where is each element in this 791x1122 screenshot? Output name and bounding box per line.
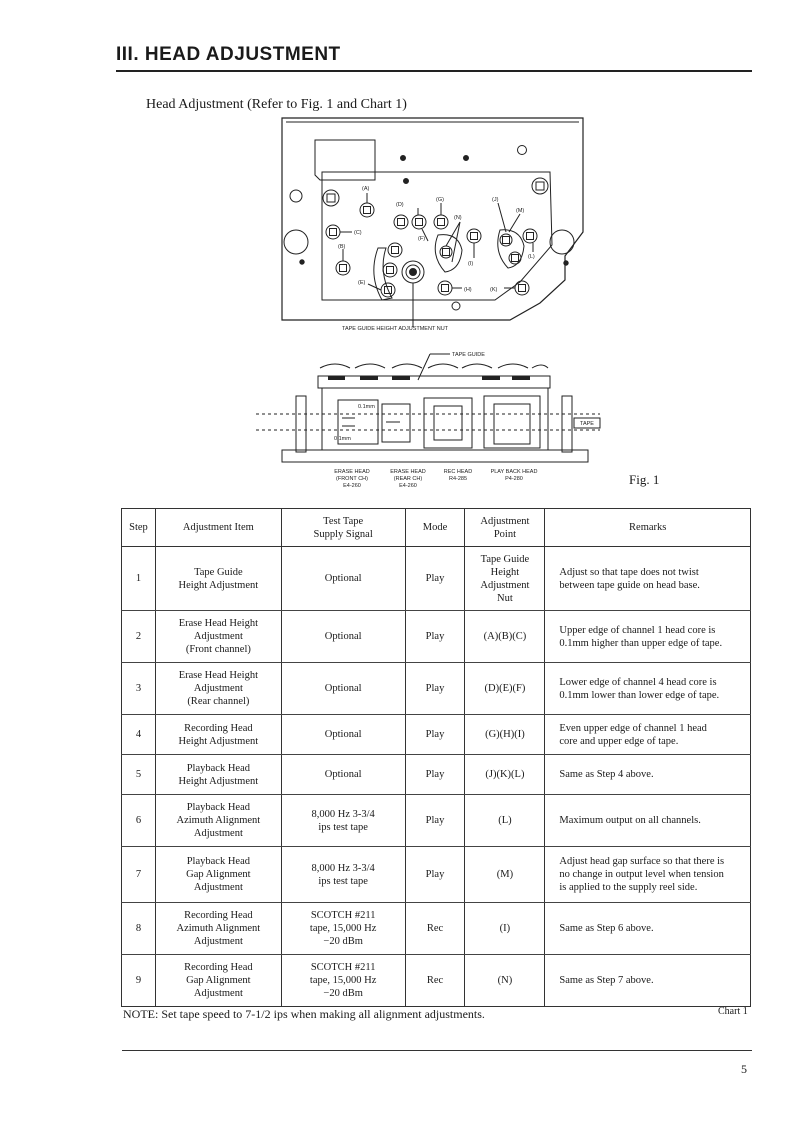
point-a-label: (A) [362,186,370,192]
cell-remarks: Adjust head gap surface so that there is no change in output level when tension is applied to the supply reel side. [545,847,751,903]
cell-item: Tape Guide Height Adjustment [155,547,281,611]
cell-signal: 8,000 Hz 3-3/4 ips test tape [281,847,405,903]
table-header-row [122,509,751,547]
cell-item: Playback Head Gap Alignment Adjustment [155,847,281,903]
point-f-label: (F) [418,236,426,242]
head-label-2-line2: (REAR CH) [393,476,423,482]
point-g-label: (G) [436,197,444,203]
cell-item: Playback Head Height Adjustment [155,755,281,795]
point-l-label: (L) [528,254,535,260]
cell-mode: Play [405,847,465,903]
column-header: Mode [405,509,465,547]
head-label-3-line2: R4-285 [448,476,468,482]
cell-remarks: Same as Step 6 above. [545,903,751,955]
cell-mode: Play [405,547,465,611]
cell-point: (L) [465,795,545,847]
cell-signal: Optional [281,663,405,715]
cell-signal: Optional [281,715,405,755]
table-row [122,795,751,847]
cell-remarks: Same as Step 7 above. [545,955,751,1007]
cell-mode: Play [405,663,465,715]
column-header: Test Tape Supply Signal [281,509,405,547]
point-j-label: (J) [492,197,499,203]
cell-step: 9 [122,955,156,1007]
cell-item: Recording Head Azimuth Alignment Adjustment [155,903,281,955]
cell-mode: Play [405,715,465,755]
cell-mode: Play [405,611,465,663]
chart-label: Chart 1 [718,1006,748,1017]
head-label-1-line3: E4-260 [343,483,361,489]
table-row [122,611,751,663]
cell-step: 8 [122,903,156,955]
cell-item: Playback Head Azimuth Alignment Adjustment [155,795,281,847]
cell-signal: Optional [281,611,405,663]
head-label-4-line1: PLAY BACK HEAD [490,469,538,475]
cell-remarks: Adjust so that tape does not twist between tape guide on head base. [545,547,751,611]
head-label-1-line1: ERASE HEAD [334,469,370,475]
cell-point: (J)(K)(L) [465,755,545,795]
cell-point: (N) [465,955,545,1007]
cell-remarks: Lower edge of channel 4 head core is 0.1mm lower than lower edge of tape. [545,663,751,715]
head-label-3-line1: REC HEAD [443,469,473,475]
point-d-label: (D) [396,202,404,208]
point-n-label: (N) [454,215,462,221]
head-label-2-line3: E4-260 [399,483,417,489]
nut-label: TAPE GUIDE HEIGHT ADJUSTMENT NUT [342,326,449,332]
table-row [122,847,751,903]
table-row [122,715,751,755]
dimension-lower: 0.1mm [334,436,351,442]
table-row [122,955,751,1007]
cell-signal: 8,000 Hz 3-3/4 ips test tape [281,795,405,847]
footer-divider [122,1050,752,1051]
cell-remarks: Even upper edge of channel 1 head core and upper edge of tape. [545,715,751,755]
cell-step: 5 [122,755,156,795]
cell-remarks: Upper edge of channel 1 head core is 0.1mm higher than upper edge of tape. [545,611,751,663]
page-number: 5 [741,1062,747,1076]
table-row [122,547,751,611]
cell-signal: SCOTCH #211 tape, 15,000 Hz −20 dBm [281,903,405,955]
cell-signal: Optional [281,547,405,611]
cell-step: 6 [122,795,156,847]
cell-step: 3 [122,663,156,715]
cell-step: 7 [122,847,156,903]
cell-remarks: Same as Step 4 above. [545,755,751,795]
point-e-label: (E) [358,280,366,286]
tape-label: TAPE [580,421,594,427]
cell-signal: Optional [281,755,405,795]
adjustment-chart [121,508,751,1007]
column-header: Remarks [545,509,751,547]
point-k-label: (K) [490,287,498,293]
figure-subtitle: Head Adjustment (Refer to Fig. 1 and Chart 1) [146,97,407,112]
table-row [122,903,751,955]
section-title: III. HEAD ADJUSTMENT [116,44,341,65]
column-header: Step [122,509,156,547]
table-row [122,755,751,795]
dimension-upper: 0.1mm [358,404,375,410]
column-header: Adjustment Item [155,509,281,547]
cell-mode: Play [405,755,465,795]
point-i-label: (I) [468,261,474,267]
cell-point: (D)(E)(F) [465,663,545,715]
head-label-1-line2: (FRONT CH) [336,476,368,482]
cell-step: 1 [122,547,156,611]
cell-item: Recording Head Height Adjustment [155,715,281,755]
cell-point: (A)(B)(C) [465,611,545,663]
cell-point: (M) [465,847,545,903]
cell-item: Erase Head Height Adjustment (Rear channel) [155,663,281,715]
cell-point: (I) [465,903,545,955]
cell-step: 2 [122,611,156,663]
point-b-label: (B) [338,244,346,250]
table-body [122,547,751,1007]
cell-remarks: Maximum output on all channels. [545,795,751,847]
note-text: NOTE: Set tape speed to 7-1/2 ips when making all alignment adjustments. [123,1007,485,1021]
head-adjustment-diagram [0,0,791,500]
point-m-label: (M) [516,208,525,214]
cell-mode: Rec [405,955,465,1007]
cell-mode: Rec [405,903,465,955]
cell-item: Recording Head Gap Alignment Adjustment [155,955,281,1007]
point-h-label: (H) [464,287,472,293]
cell-item: Erase Head Height Adjustment (Front channel) [155,611,281,663]
cell-mode: Play [405,795,465,847]
point-c-label: (C) [354,230,362,236]
column-header: Adjustment Point [465,509,545,547]
head-label-2-line1: ERASE HEAD [390,469,426,475]
cell-point: Tape Guide Height Adjustment Nut [465,547,545,611]
tape-guide-label: TAPE GUIDE [452,352,485,358]
cell-point: (G)(H)(I) [465,715,545,755]
cell-step: 4 [122,715,156,755]
head-label-4-line2: P4-280 [505,476,523,482]
table-row [122,663,751,715]
figure-label: Fig. 1 [629,472,660,487]
cell-signal: SCOTCH #211 tape, 15,000 Hz −20 dBm [281,955,405,1007]
